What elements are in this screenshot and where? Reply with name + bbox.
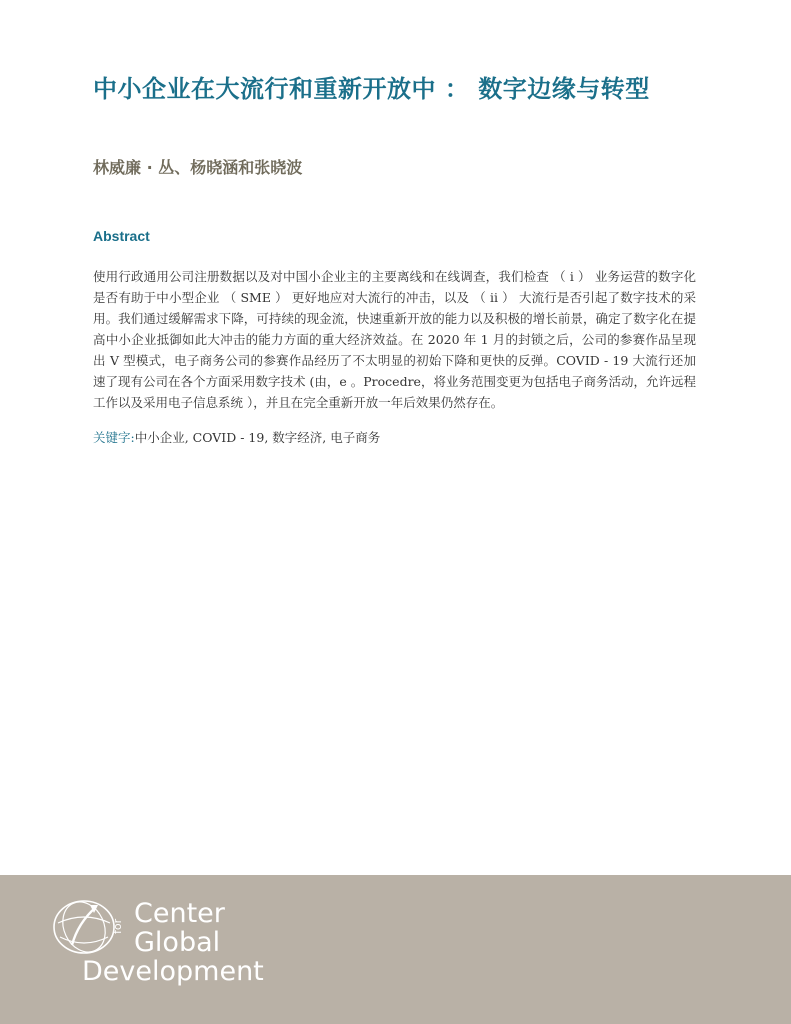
logo-word-center: Center <box>134 898 225 929</box>
author-list: 林威廉 · 丛、杨晓涵和张晓波 <box>93 158 303 177</box>
logo-word-development: Development <box>82 956 264 987</box>
abstract-text: 使用行政通用公司注册数据以及对中国小企业主的主要离线和在线调查，我们检查 （ i ） 业务运营的数字化是否有助于中小型企业 （ SME ） 更好地应对大流行的冲击，以及 （ ii ） 大流行是否引起了数字技术的采用。我们通过缓解需求下降，可持续的现金流，快速重新开放的能力以及积极的增长前景，确定了数字化在提高中小企业抵御如此大冲击的能力方面的重大经济效益。在 2020 年 1 月的封锁之后，公司的参赛作品呈现出 V 型模式，电子商务公司的参赛作品经历了不太明显的初始下降和更快的反弹。COVID - 19 大流行还加速了现有公司在各个方面采用数字技术 (由，e 。Procedre，将业务范围变更为包括电子商务活动，允许远程工作以及采用电子信息系统 ），并且在完全重新开放一年后效果仍然存在。 <box>93 269 696 410</box>
cgd-logo <box>50 893 280 1003</box>
logo-word-global: Global <box>134 927 221 958</box>
keywords-text: 中小企业, COVID - 19, 数字经济, 电子商务 <box>134 430 381 445</box>
keywords-label: 关键字: <box>93 430 135 445</box>
abstract-heading: Abstract <box>93 228 150 244</box>
keywords <box>93 427 696 448</box>
paper-title: 中小企业在大流行和重新开放中 ： 数字边缘与转型 <box>93 75 650 103</box>
logo-word-for: for <box>111 918 124 934</box>
